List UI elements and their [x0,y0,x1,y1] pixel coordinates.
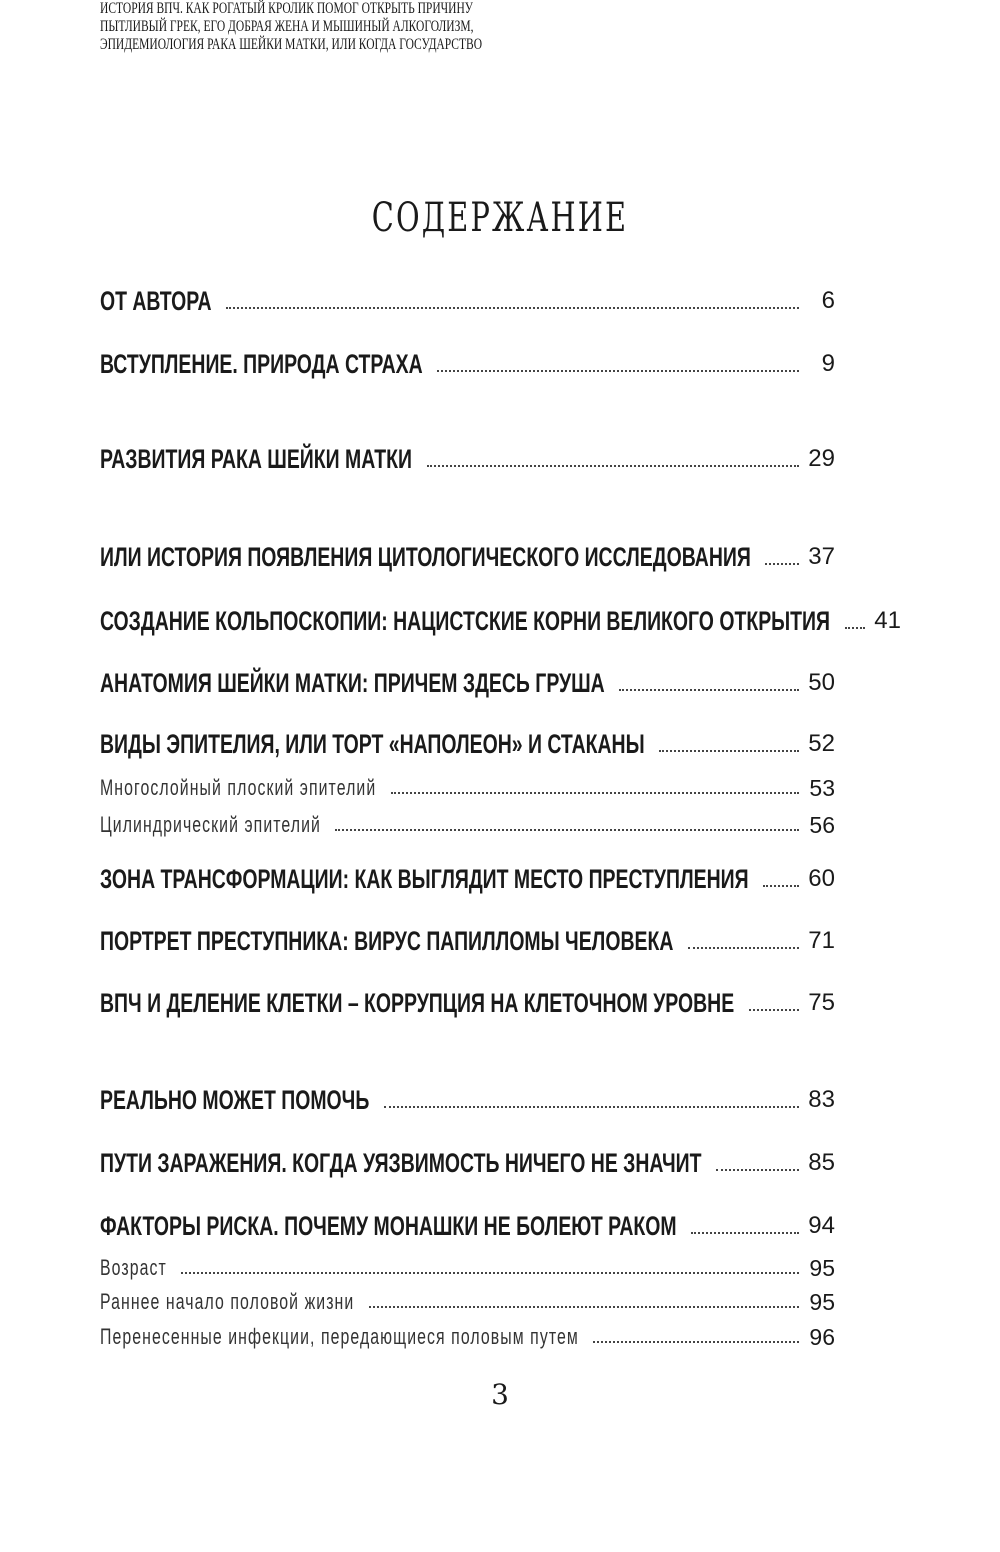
toc-entry-title-line: ИСТОРИЯ ВПЧ. КАК РОГАТЫЙ КРОЛИК ПОМОГ ОТКРЫТЬ ПРИЧИНУ [100,0,473,17]
dot-leader [749,1009,799,1011]
toc-entry[interactable] [100,666,835,700]
toc-entry-title: РАЗВИТИЯ РАКА ШЕЙКИ МАТКИ [100,444,413,474]
toc-page-number: 52 [808,730,835,757]
dot-leader [716,1169,799,1171]
toc-entry-title: Возраст [100,1255,167,1280]
dot-leader [335,829,799,831]
toc-page-number: 60 [808,865,835,892]
toc-page-number: 85 [808,1149,835,1176]
toc-entry[interactable] [100,924,835,958]
toc-entry-title: Перенесенные инфекции, передающиеся половым путем [100,1324,579,1349]
toc-page-number: 75 [808,989,835,1016]
toc-page-number: 95 [809,1255,835,1281]
dot-leader [391,792,799,794]
toc-entry-title: ВИДЫ ЭПИТЕЛИЯ, ИЛИ ТОРТ «НАПОЛЕОН» И СТАКАНЫ [100,729,645,759]
toc-page-number: 9 [821,350,835,377]
toc-entry-title: ИЛИ ИСТОРИЯ ПОЯВЛЕНИЯ ЦИТОЛОГИЧЕСКОГО ИССЛЕДОВАНИЯ [100,542,751,572]
dot-leader [226,307,799,309]
toc-entry[interactable] [100,284,835,318]
toc-entry-title: ФАКТОРЫ РИСКА. ПОЧЕМУ МОНАШКИ НЕ БОЛЕЮТ РАКОМ [100,1211,677,1241]
page-number: 3 [491,1378,509,1411]
dot-leader [763,885,799,887]
dot-leader [369,1306,799,1308]
toc-entry-title: Цилиндрический эпителий [100,812,321,837]
toc-page-number: 95 [809,1289,835,1315]
toc-entry-title: ПУТИ ЗАРАЖЕНИЯ. КОГДА УЯЗВИМОСТЬ НИЧЕГО НЕ ЗНАЧИТ [100,1148,702,1178]
toc-entry[interactable] [100,862,835,896]
toc-page-number: 71 [808,927,835,954]
dot-leader [619,689,799,691]
toc-page-number: 53 [809,775,835,801]
toc-entry[interactable] [100,540,835,574]
toc-page-number: 94 [808,1212,835,1239]
toc-entry-title-line: ПЫТЛИВЫЙ ГРЕК, ЕГО ДОБРАЯ ЖЕНА И МЫШИНЫЙ АЛКОГОЛИЗМ, [100,18,474,35]
dot-leader [765,563,799,565]
toc-page-number: 29 [808,445,835,472]
toc-entry[interactable] [100,1146,835,1180]
toc-entry-title: ПОРТРЕТ ПРЕСТУПНИКА: ВИРУС ПАПИЛЛОМЫ ЧЕЛОВЕКА [100,926,674,956]
toc-entry-title: ВПЧ И ДЕЛЕНИЕ КЛЕТКИ – КОРРУПЦИЯ НА КЛЕТОЧНОМ УРОВНЕ [100,988,735,1018]
dot-leader [845,627,865,629]
dot-leader [593,1341,799,1343]
toc-page-number: 96 [809,1324,835,1350]
dot-leader [437,370,799,372]
toc-page-number: 50 [808,669,835,696]
toc-page-number: 6 [821,287,835,314]
dot-leader [688,947,799,949]
toc-entry[interactable] [100,1083,835,1117]
toc-entry-title: ОТ АВТОРА [100,286,212,316]
toc-entry-title: АНАТОМИЯ ШЕЙКИ МАТКИ: ПРИЧЕМ ЗДЕСЬ ГРУША [100,668,605,698]
page-title: СОДЕРЖАНИЕ [371,195,629,241]
toc-page-number: 37 [808,543,835,570]
toc-page-number: 41 [874,607,901,634]
dot-leader [691,1232,799,1234]
toc-entry[interactable] [100,986,835,1020]
toc-entry[interactable] [100,442,835,476]
toc-subentry[interactable] [100,1287,835,1317]
toc-subentry[interactable] [100,773,835,803]
dot-leader [659,750,799,752]
toc-entry-title: ЗОНА ТРАНСФОРМАЦИИ: КАК ВЫГЛЯДИТ МЕСТО ПРЕСТУПЛЕНИЯ [100,864,749,894]
toc-subentry[interactable] [100,1322,835,1352]
toc-subentry[interactable] [100,1253,835,1283]
toc-entry-title: ВСТУПЛЕНИЕ. ПРИРОДА СТРАХА [100,349,423,379]
dot-leader [181,1272,799,1274]
toc-entry-title-line: ЭПИДЕМИОЛОГИЯ РАКА ШЕЙКИ МАТКИ, ИЛИ КОГДА ГОСУДАРСТВО [100,36,483,53]
toc-entry[interactable] [100,1209,835,1243]
toc-entry-title: РЕАЛЬНО МОЖЕТ ПОМОЧЬ [100,1085,370,1115]
toc-entry[interactable] [100,604,901,638]
toc-entry-title: СОЗДАНИЕ КОЛЬПОСКОПИИ: НАЦИСТСКИЕ КОРНИ ВЕЛИКОГО ОТКРЫТИЯ [100,606,831,636]
toc-entry-title: Многослойный плоский эпителий [100,775,377,800]
toc-entry[interactable] [100,727,835,761]
toc-subentry[interactable] [100,810,835,840]
dot-leader [427,465,799,467]
toc-page-number: 83 [808,1086,835,1113]
toc-page-number: 56 [809,812,835,838]
dot-leader [384,1106,799,1108]
toc-entry-title: Раннее начало половой жизни [100,1289,355,1314]
toc-entry[interactable] [100,347,835,381]
